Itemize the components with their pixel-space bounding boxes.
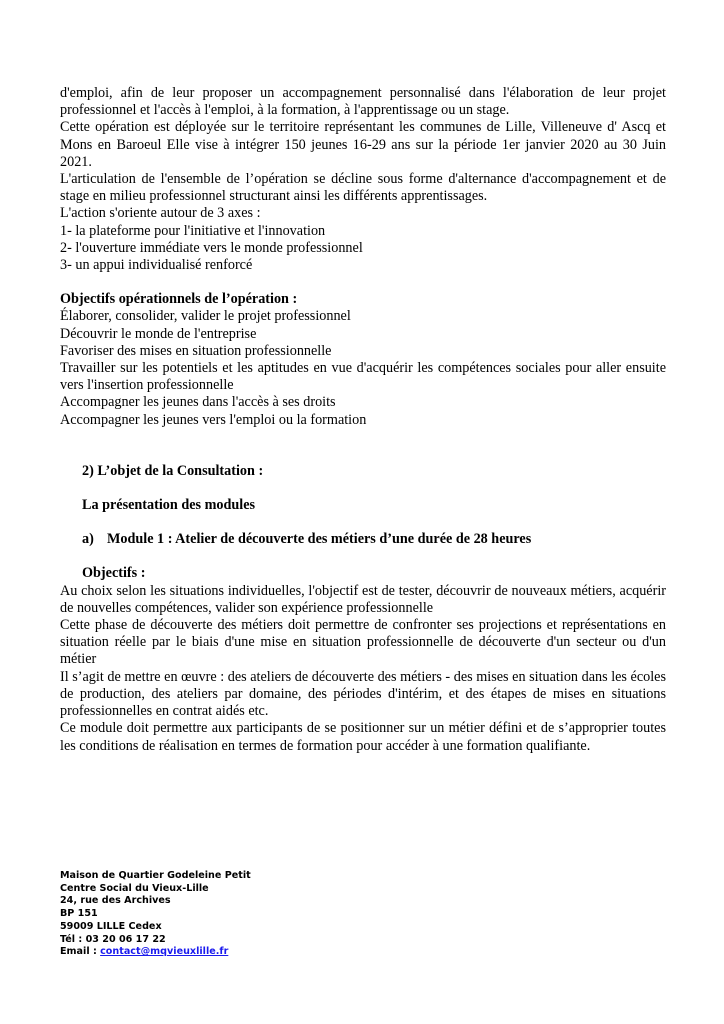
intro-paragraph: d'emploi, afin de leur proposer un accompagnement personnalisé dans l'élaboration de leur projet professionnel et l'accès à l'emploi, à la formation, à l'apprentissage ou un stage. [60, 85, 666, 119]
objectives-heading: Objectifs opérationnels de l’opération : [60, 291, 298, 308]
objective-item: Élaborer, consolider, valider le projet professionnel [60, 308, 351, 325]
objective-item: Découvrir le monde de l'entreprise [60, 325, 257, 342]
footer-email-line [60, 946, 251, 959]
module-paragraph: Cette phase de découverte des métiers doit permettre de confronter ses projections et représentations en situation réelle par le biais d'une mise en situation professionnelle de découverte d'un secteur ou d'un métier [60, 617, 666, 668]
axis-item: 3- un appui individualisé renforcé [60, 257, 253, 274]
intro-paragraph: Cette opération est déployée sur le territoire représentant les communes de Lille, Villeneuve d' Ascq et Mons en Baroeul Elle vise à intégrer 150 jeunes 16-29 ans sur la période 1er janvier 2020 au 30 Juin 2021. [60, 119, 666, 170]
footer-email-label: Email : [60, 946, 101, 958]
objective-item: Travailler sur les potentiels et les aptitudes en vue d'acquérir les compétences sociales pour aller ensuite vers l'insertion professionnelle [60, 360, 666, 394]
footer-centre: Centre Social du Vieux-Lille [60, 882, 209, 894]
footer-tel: Tél : 03 20 06 17 22 [60, 933, 166, 945]
intro-paragraph: L'action s'oriente autour de 3 axes : [60, 205, 261, 222]
axis-item: 2- l'ouverture immédiate vers le monde professionnel [60, 239, 363, 256]
footer-city: 59009 LILLE Cedex [60, 920, 162, 932]
axis-item: 1- la plateforme pour l'initiative et l'innovation [60, 222, 326, 239]
module-title-text: Module 1 : Atelier de découverte des métiers d’une durée de 28 heures [107, 531, 532, 548]
objective-item: Favoriser des mises en situation professionnelle [60, 342, 332, 359]
footer-org: Maison de Quartier Godeleine Petit [60, 870, 251, 881]
section-heading: 2) L’objet de la Consultation : [82, 462, 264, 479]
footer-bp: BP 151 [60, 908, 98, 920]
module-paragraph: Au choix selon les situations individuelles, l'objectif est de tester, découvrir de nouveaux métiers, acquérir de nouvelles compétences, valider son expérience professionnelle [60, 582, 666, 616]
module-letter: a) [82, 531, 94, 548]
objective-item: Accompagner les jeunes vers l'emploi ou la formation [60, 411, 367, 428]
main-text [60, 85, 666, 755]
footer-email-link[interactable]: contact@mqvieuxlille.fr [100, 946, 229, 958]
module-paragraph: Il s’agit de mettre en œuvre : des ateliers de découverte des métiers - des mises en situation dans les écoles de production, des ateliers par domaine, des périodes d'intérim, et des étapes de mises en situations professionnelles en contrat aidés etc. [60, 668, 666, 720]
objective-item: Accompagner les jeunes dans l'accès à ses droits [60, 394, 336, 411]
intro-paragraph: L'articulation de l'ensemble de l’opération se décline sous forme d'alternance d'accompagnement et de stage en milieu professionnel structurant ainsi les différents apprentissages. [60, 171, 666, 205]
module-objectives-heading: Objectifs : [82, 565, 146, 582]
footer-street: 24, rue des Archives [60, 895, 171, 907]
module-paragraph: Ce module doit permettre aux participants de se positionner sur un métier défini et de s’approprier toutes les conditions de réalisation en termes de formation pour accéder à une formation qualifiante. [60, 720, 666, 754]
modules-heading: La présentation des modules [82, 497, 256, 514]
footer-address [60, 870, 251, 959]
module-title [60, 531, 666, 548]
